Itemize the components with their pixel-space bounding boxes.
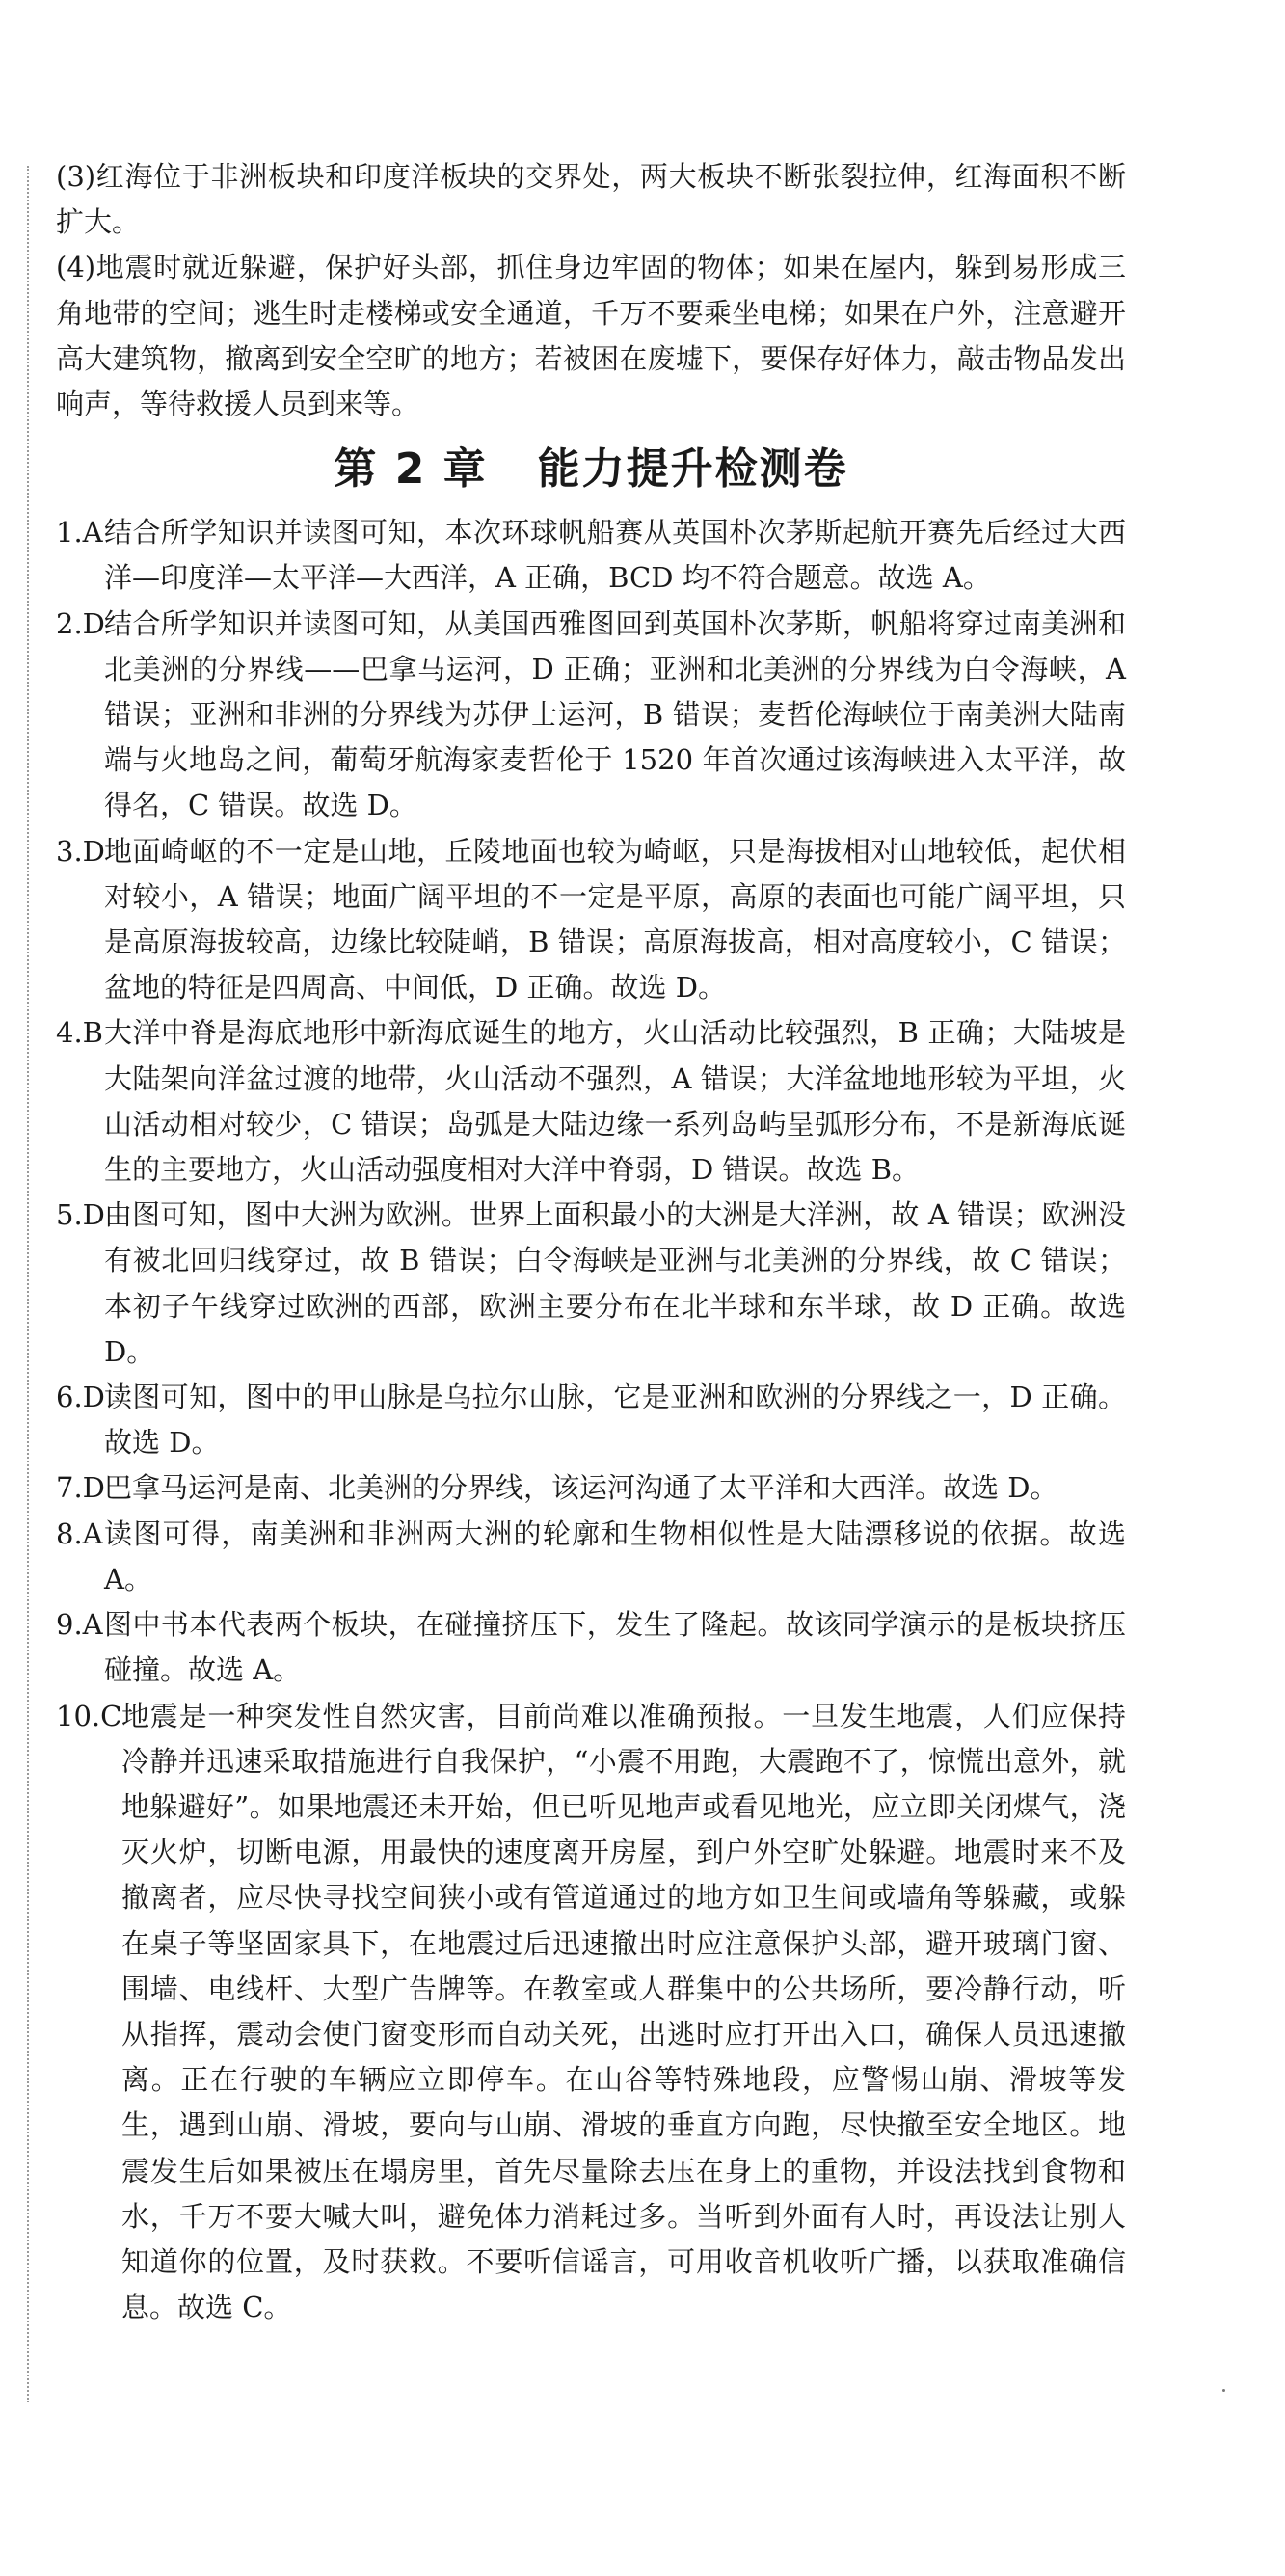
answer-list bbox=[56, 510, 1126, 2330]
answer-number: 8.A bbox=[56, 1516, 103, 1550]
answer-item-7 bbox=[56, 1465, 1126, 1511]
answer-text: 由图可知，图中大洲为欧洲。世界上面积最小的大洲是大洋洲，故 A 错误；欧洲没有被北回归线穿过，故 B 错误；白令海峡是亚洲与北美洲的分界线，故 C 错误；本初子午线穿过欧洲的西部，欧洲主要分布在北半球和东半球，故 D 正确。故选 D。 bbox=[104, 1198, 1126, 1368]
answer-text: 结合所学知识并读图可知，从美国西雅图回到英国朴次茅斯，帆船将穿过南美洲和北美洲的分界线——巴拿马运河，D 正确；亚洲和北美洲的分界线为白令海峡，A 错误；亚洲和非洲的分界线为苏伊士运河，B 错误；麦哲伦海峡位于南美洲大陆南端与火地岛之间，葡萄牙航海家麦哲伦于 1520 年首次通过该海峡进入太平洋，故得名，C 错误。故选 D。 bbox=[104, 606, 1126, 822]
answer-item-3 bbox=[56, 829, 1126, 1011]
answer-text: 地面崎岖的不一定是山地，丘陵地面也较为崎岖，只是海拔相对山地较低，起伏相对较小，A 错误；地面广阔平坦的不一定是平原，高原的表面也可能广阔平坦，只是高原海拔较高，边缘比较陡峭，B 错误；高原海拔高，相对高度较小，C 错误；盆地的特征是四周高、中间低，D 正确。故选 D。 bbox=[104, 834, 1126, 1005]
answer-item-2 bbox=[56, 602, 1126, 829]
answer-item-9 bbox=[56, 1602, 1126, 1693]
chapter-number: 第 2 章 bbox=[334, 444, 488, 495]
scan-speck bbox=[1222, 2389, 1225, 2392]
answer-text: 巴拿马运河是南、北美洲的分界线，该运河沟通了太平洋和大西洋。故选 D。 bbox=[104, 1471, 1058, 1505]
answer-item-10 bbox=[56, 1694, 1126, 2331]
answer-page bbox=[56, 154, 1126, 2330]
answer-number: 6.D bbox=[56, 1381, 105, 1414]
answer-number: 4.B bbox=[56, 1016, 103, 1050]
answer-number: 7.D bbox=[56, 1471, 105, 1505]
answer-number: 3.D bbox=[56, 834, 105, 868]
chapter-title bbox=[56, 443, 1126, 496]
answer-text: 结合所学知识并读图可知，本次环球帆船赛从英国朴次茅斯起航开赛先后经过大西洋—印度洋—太平洋—大西洋，A 正确，BCD 均不符合题意。故选 A。 bbox=[104, 516, 1126, 595]
answer-text: 大洋中脊是海底地形中新海底诞生的地方，火山活动比较强烈，B 正确；大陆坡是大陆架向洋盆过渡的地带，火山活动不强烈，A 错误；大洋盆地地形较为平坦，火山活动相对较少，C 错误；岛弧是大陆边缘一系列岛屿呈弧形分布，不是新海底诞生的主要地方，火山活动强度相对大洋中脊弱，D 错误。故选 B。 bbox=[104, 1016, 1126, 1187]
answer-item-4 bbox=[56, 1010, 1126, 1193]
answer-item-6 bbox=[56, 1375, 1126, 1465]
answer-item-5 bbox=[56, 1193, 1126, 1375]
answer-item-8 bbox=[56, 1512, 1126, 1602]
answer-text: 地震是一种突发性自然灾害，目前尚难以准确预报。一旦发生地震，人们应保持冷静并迅速采取措施进行自我保护，“小震不用跑，大震跑不了，惊慌出意外，就地躲避好”。如果地震还未开始，但已听见地声或看见地光，应立即关闭煤气，浇灭火炉，切断电源，用最快的速度离开房屋，到户外空旷处躲避。地震时来不及撤离者，应尽快寻找空间狭小或有管道通过的地方如卫生间或墙角等躲藏，或躲在桌子等坚固家具下，在地震过后迅速撤出时应注意保护头部，避开玻璃门窗、围墙、电线杆、大型广告牌等。在教室或人群集中的公共场所，要冷静行动，听从指挥，震动会使门窗变形而自动关死，出逃时应打开出入口，确保人员迅速撤离。正在行驶的车辆应立即停车。在山谷等特殊地段，应警惕山崩、滑坡等发生，遇到山崩、滑坡，要向与山崩、滑坡的垂直方向跑，尽快撤至安全地区。地震发生后如果被压在塌房里，首先尽量除去压在身上的重物，并设法找到食物和水，千万不要大喊大叫，避免体力消耗过多。当听到外面有人时，再设法让别人知道你的位置，及时获救。不要听信谣言，可用收音机收听广播，以获取准确信息。故选 C。 bbox=[121, 1699, 1126, 2324]
intro-paragraph-3: (3)红海位于非洲板块和印度洋板块的交界处，两大板块不断张裂拉伸，红海面积不断扩大。 bbox=[56, 160, 1126, 239]
answer-text: 图中书本代表两个板块，在碰撞挤压下，发生了隆起。故该同学演示的是板块挤压碰撞。故选 A。 bbox=[104, 1608, 1126, 1687]
answer-number: 1.A bbox=[56, 516, 103, 550]
answer-number: 5.D bbox=[56, 1198, 105, 1232]
intro-paragraph-4: (4)地震时就近躲避，保护好头部，抓住身边牢固的物体；如果在屋内，躲到易形成三角地带的空间；逃生时走楼梯或安全通道，千万不要乘坐电梯；如果在户外，注意避开高大建筑物，撤离到安全空旷的地方；若被困在废墟下，要保存好体力，敲击物品发出响声，等待救援人员到来等。 bbox=[56, 251, 1126, 421]
answer-number: 10.C bbox=[56, 1699, 122, 1732]
answer-number: 9.A bbox=[56, 1608, 103, 1642]
chapter-name: 能力提升检测卷 bbox=[537, 444, 848, 495]
answer-text: 读图可得，南美洲和非洲两大洲的轮廓和生物相似性是大陆漂移说的依据。故选 A。 bbox=[104, 1516, 1126, 1596]
answer-number: 2.D bbox=[56, 606, 105, 640]
margin-dotted-rule bbox=[27, 166, 29, 2402]
answer-item-1 bbox=[56, 510, 1126, 601]
answer-text: 读图可知，图中的甲山脉是乌拉尔山脉，它是亚洲和欧洲的分界线之一，D 正确。故选 D。 bbox=[104, 1381, 1126, 1460]
